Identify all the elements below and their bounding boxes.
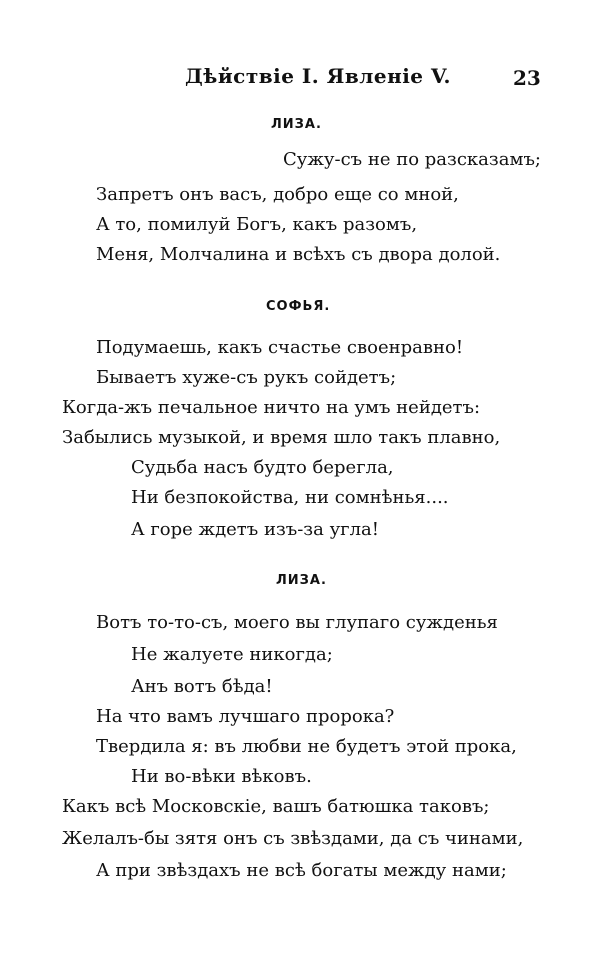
verse-line: Ни во-вѣки вѣковъ. [131,766,312,787]
running-head: Дѣйствіе I. Явленіе V. [185,64,451,88]
verse-line: А то, помилуй Богъ, какъ разомъ, [96,214,418,235]
verse-line: Не жалуете никогда; [131,644,333,665]
verse-line: На что вамъ лучшаго пророка? [96,706,395,727]
verse-line: Меня, Молчалина и всѣхъ съ двора долой. [96,244,501,265]
verse-line: Какъ всѣ Московскіе, вашъ батюшка таковъ; [62,796,490,817]
verse-line: Подумаешь, какъ счастье своенравно! [96,337,464,358]
verse-line: Желалъ-бы зятя онъ съ звѣздами, да съ чинами, [62,828,524,849]
verse-line: Когда-жъ печальное ничто на умъ нейдетъ: [62,397,481,418]
speaker-name: СОФЬЯ. [266,299,331,314]
verse-line: Сужу-съ не по разсказамъ; [283,149,541,170]
verse-line: Бываетъ хуже-съ рукъ сойдетъ; [96,367,397,388]
verse-line: Судьба насъ будто берегла, [131,457,394,478]
verse-line: Забылись музыкой, и время шло такъ плавно, [62,427,501,448]
verse-line: Твердила я: въ любви не будетъ этой прока, [96,736,517,757]
verse-line: Анъ вотъ бѣда! [131,676,273,697]
speaker-name: ЛИЗА. [276,573,327,588]
speaker-name: ЛИЗА. [271,117,322,132]
verse-line: А при звѣздахъ не всѣ богаты между нами; [96,860,507,881]
verse-line: Вотъ то-то-съ, моего вы глупаго сужденья [96,612,498,633]
verse-line: Запретъ онъ васъ, добро еще со мной, [96,184,459,205]
page-number: 23 [513,66,541,90]
verse-line: А горе ждетъ изъ-за угла! [131,519,379,540]
verse-line: Ни безпокойства, ни сомнѣнья.... [131,487,449,508]
